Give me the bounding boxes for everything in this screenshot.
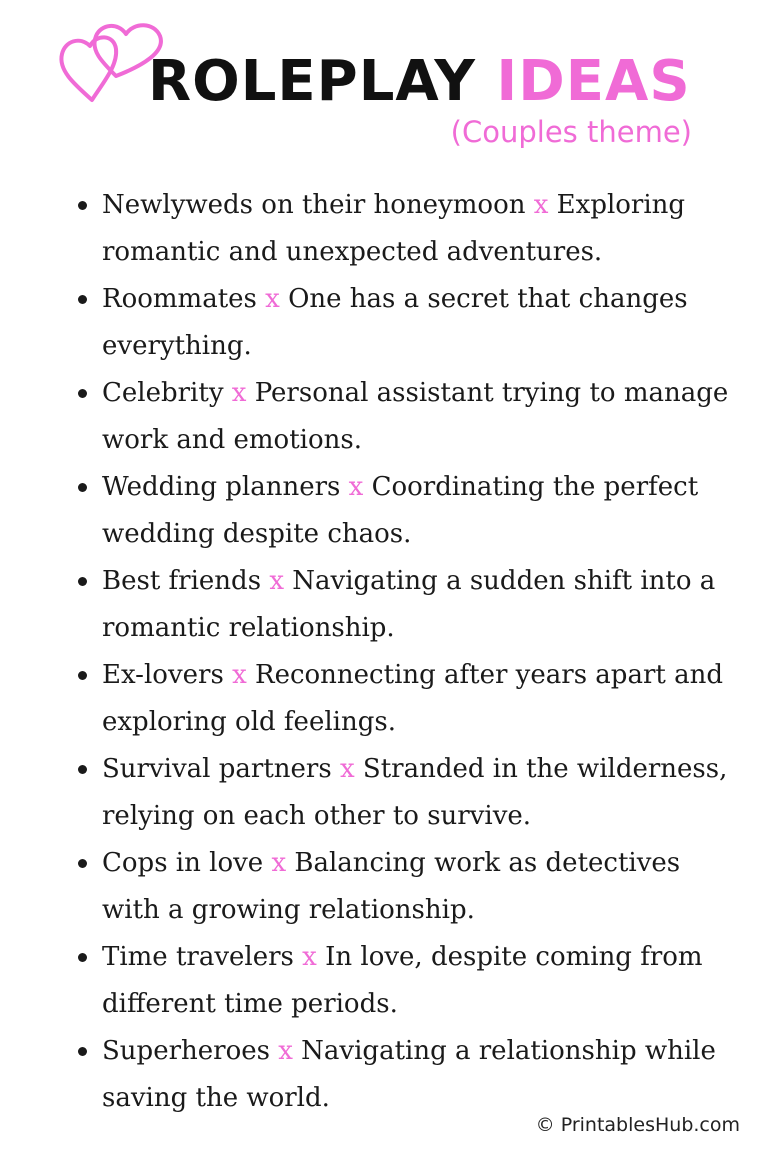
bullet-icon [78,1047,87,1056]
list-item [70,558,740,652]
idea-scenario: Personal assistant trying to manage work and emotions. [102,378,729,455]
idea-separator: x [339,754,355,784]
idea-role: Superheroes [102,1036,270,1066]
list-item [70,1028,740,1122]
idea-role: Best friends [102,566,262,596]
bullet-icon [78,765,87,774]
list-item [70,934,740,1028]
idea-scenario: Coordinating the perfect wedding despite chaos. [102,472,699,549]
idea-separator: x [278,1036,293,1066]
list-item [70,370,740,464]
idea-separator: x [533,190,549,220]
bullet-icon [78,953,87,962]
bullet-icon [78,389,87,398]
idea-role: Time travelers [102,942,294,972]
idea-separator: x [269,566,284,596]
bullet-icon [78,201,87,210]
idea-separator: x [348,472,364,502]
title-word-roleplay: ROLEPLAY [148,49,476,114]
idea-scenario: In love, despite coming from different time periods. [102,942,703,1019]
idea-separator: x [271,848,287,878]
idea-separator: x [232,660,247,690]
idea-role: Cops in love [102,848,264,878]
idea-scenario: Navigating a sudden shift into a romantic relationship. [102,566,716,643]
title-word-ideas: IDEAS [496,49,691,114]
idea-role: Survival partners [102,754,332,784]
site-credit: © PrintablesHub.com [535,1114,740,1136]
bullet-icon [78,295,87,304]
list-item [70,464,740,558]
page-subtitle: (Couples theme) [450,115,692,149]
bullet-icon [78,859,87,868]
idea-role: Newlyweds on their honeymoon [102,190,526,220]
bullet-icon [78,577,87,586]
list-item [70,746,740,840]
list-item [70,652,740,746]
idea-scenario: Balancing work as detectives with a growing relationship. [102,848,681,925]
idea-separator: x [302,942,317,972]
idea-role: Ex-lovers [102,660,224,690]
list-item [70,182,740,276]
idea-role: Wedding planners [102,472,341,502]
idea-separator: x [231,378,247,408]
bullet-icon [78,671,87,680]
idea-scenario: Navigating a relationship while saving the world. [102,1036,716,1113]
page-title [148,44,691,120]
bullet-icon [78,483,87,492]
idea-separator: x [265,284,280,314]
idea-scenario: Reconnecting after years apart and exploring old feelings. [102,660,723,737]
idea-scenario: One has a secret that changes everything. [102,284,688,361]
idea-role: Roommates [102,284,257,314]
idea-scenario: Stranded in the wilderness, relying on each other to survive. [102,754,728,831]
idea-role: Celebrity [102,378,224,408]
list-item [70,840,740,934]
ideas-list [70,182,740,1122]
idea-scenario: Exploring romantic and unexpected adventures. [102,190,686,267]
list-item [70,276,740,370]
